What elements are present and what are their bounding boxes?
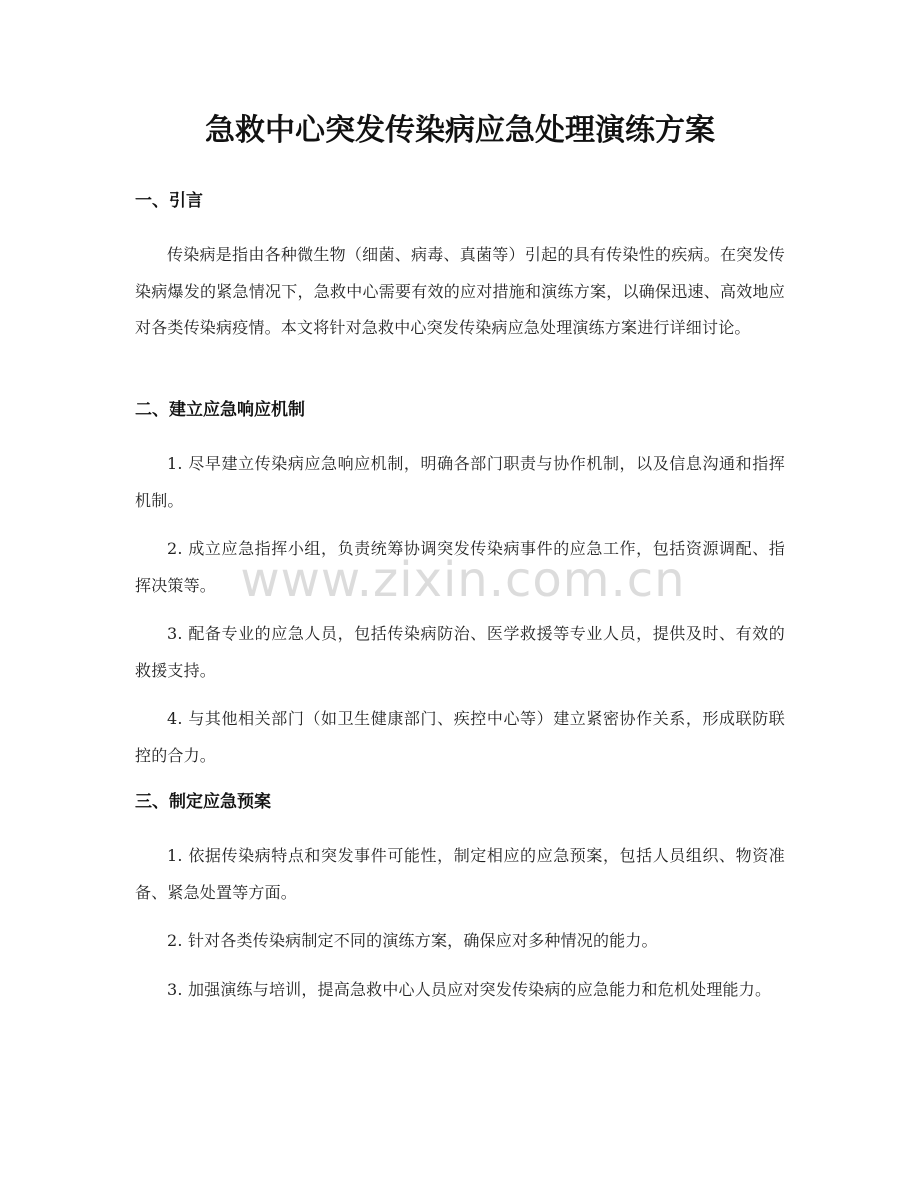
- section-emergency-plan: [135, 789, 785, 1008]
- paragraph: 2. 成立应急指挥小组，负责统筹协调突发传染病事件的应急工作，包括资源调配、指挥决策等。: [135, 539, 785, 595]
- section-response-mechanism: [135, 397, 785, 774]
- paragraph: 3. 配备专业的应急人员，包括传染病防治、医学救援等专业人员，提供及时、有效的救援支持。: [135, 624, 785, 680]
- paragraph: 1. 尽早建立传染病应急响应机制，明确各部门职责与协作机制，以及信息沟通和指挥机制。: [135, 454, 785, 510]
- paragraph: 1. 依据传染病特点和突发事件可能性，制定相应的应急预案，包括人员组织、物资准备、紧急处置等方面。: [135, 846, 785, 902]
- paragraph: 3. 加强演练与培训，提高急救中心人员应对突发传染病的应急能力和危机处理能力。: [167, 979, 772, 999]
- section-heading: 三、制定应急预案: [135, 792, 271, 812]
- paragraph: 4. 与其他相关部门（如卫生健康部门、疾控中心等）建立紧密协作关系，形成联防联控的合力。: [135, 709, 785, 765]
- page-title: 急救中心突发传染病应急处理演练方案: [205, 113, 715, 148]
- section-heading: 二、建立应急响应机制: [135, 400, 305, 420]
- paragraph: 传染病是指由各种微生物（细菌、病毒、真菌等）引起的具有传染性的疾病。在突发传染病爆发的紧急情况下，急救中心需要有效的应对措施和演练方案，以确保迅速、高效地应对各类传染病疫情。本文将针对急救中心突发传染病应急处理演练方案进行详细讨论。: [135, 245, 785, 337]
- section-heading: 一、引言: [135, 191, 203, 211]
- section-intro: [135, 188, 785, 347]
- paragraph: 2. 针对各类传染病制定不同的演练方案，确保应对多种情况的能力。: [167, 931, 658, 950]
- watermark: www.zixin.com.cn: [240, 552, 686, 608]
